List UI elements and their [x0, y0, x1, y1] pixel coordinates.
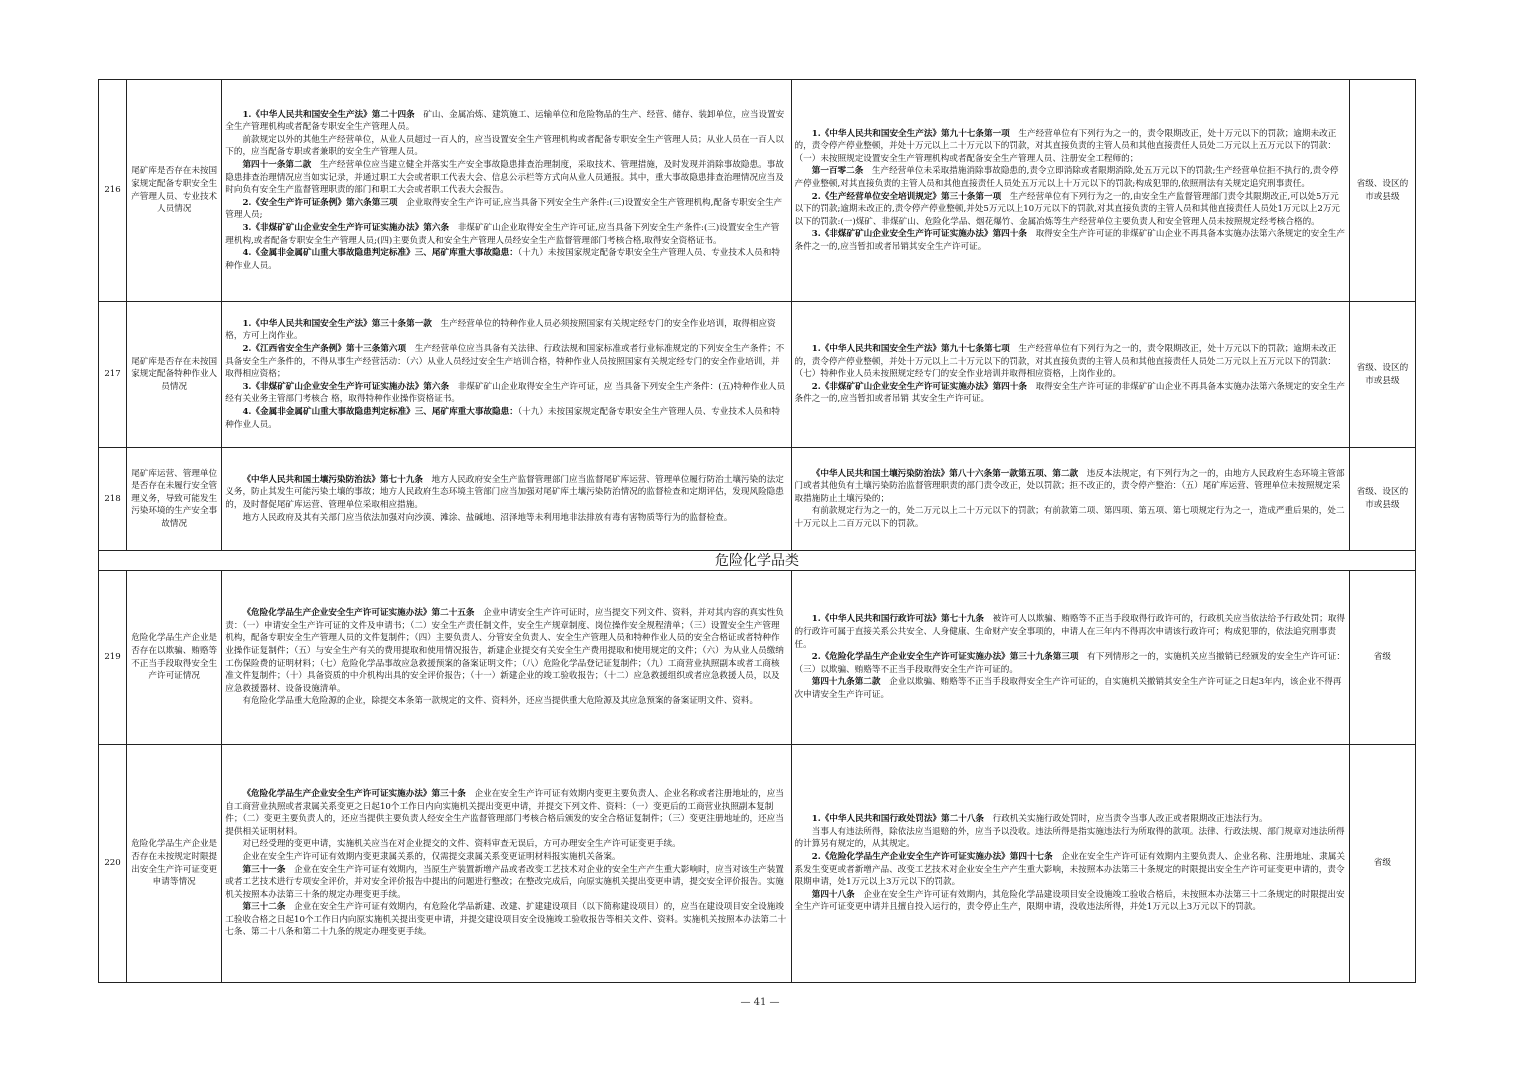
- legal-basis-cell: [222, 302, 791, 448]
- penalty-clause-text: 企业在安全生产许可证有效期内主要负责人、企业名称、注册地址、隶属关系发生变更或者新增产品、改变工艺技术对企业安全生产产生重大影响，未按照本办法第三十条规定的时限提出安全生产许可证变更申请的，责令限期申请，处1万元以上3万元以下的罚款。: [794, 851, 1345, 888]
- basis-clause-title: 2.《江西省安全生产条例》第十三条第六项: [242, 344, 407, 355]
- penalty-paragraph: [795, 343, 1346, 381]
- basis-clause-text: 生产经营单位应当建立健全并落实生产安全事故隐患排查治理制度，采取技术、管理措施，及时发现并消除事故隐患。事故隐患排查治理情况应当如实记录，并通过职工大会或者职工代表大会、信息公示栏等方式向从业人员通报。其中，重大事故隐患排查治理情况应当及时向负有安全生产监督管理职责的部门和职工大会或者职工代表大会报告。: [225, 160, 784, 196]
- basis-clause-title: 第三十二条: [242, 902, 286, 913]
- basis-paragraph: [225, 318, 787, 343]
- basis-clause-title: 1.《中华人民共和国安全生产法》第二十四条: [242, 109, 415, 120]
- basis-paragraph: [225, 222, 787, 247]
- basis-clause-text: 前款规定以外的其他生产经营单位，从业人员超过一百人的，应当设置安全生产管理机构或者配备专职安全生产管理人员；从业人员在一百人以下的，应当配备专职或者兼职的安全生产管理人员。: [225, 134, 784, 158]
- basis-clause-title: 3.《非煤矿矿山企业安全生产许可证实施办法》第六条: [242, 222, 450, 233]
- penalty-clause-text: 有前款规定行为之一的，处二万元以上二十万元以下的罚款；有前款第二项、第四项、第五项、第七项规定行为之一，造成严重后果的，处二十万元以上二百万元以下的罚款。: [794, 506, 1345, 529]
- enforcement-level: 省级、设区的市或县级: [1349, 448, 1415, 551]
- basis-paragraph: [225, 607, 787, 695]
- category-title: 危险化学品类: [99, 551, 1416, 571]
- basis-clause-title: 第三十一条: [242, 864, 286, 875]
- penalty-basis-cell: [791, 448, 1349, 551]
- penalty-clause-title: 2.《生产经营单位安全培训规定》第三十条第一项: [811, 191, 1002, 202]
- penalty-clause-title: 1.《中华人民共和国安全生产法》第九十七条第七项: [811, 344, 1010, 355]
- basis-clause-text: 企业在安全生产许可证有效期内变更隶属关系的，仅需提交隶属关系变更证明材料报实施机关备案。: [242, 851, 621, 862]
- penalty-clause-title: 2.《非煤矿矿山企业安全生产许可证实施办法》第四十条: [811, 381, 1027, 392]
- penalty-clause-title: 3.《非煤矿矿山企业安全生产许可证实施办法》第四十条: [811, 229, 1027, 240]
- basis-clause-title: 1.《中华人民共和国安全生产法》第三十条第一款: [242, 318, 432, 329]
- basis-paragraph: [225, 159, 787, 197]
- basis-clause-title: 第四十一条第二款: [242, 160, 312, 171]
- legal-basis-cell: [222, 745, 791, 983]
- table-row: [99, 302, 1416, 448]
- penalty-clause-text: 被许可人以欺骗、贿赂等不正当手段取得行政许可的，行政机关应当依法给予行政处罚；取得的行政许可属于直接关系公共安全、人身健康、生命财产安全事项的，申请人在三年内不得再次申请该行政许可；构成犯罪的，依法追究刑事责任。: [794, 614, 1345, 650]
- penalty-paragraph: [795, 128, 1346, 166]
- enforcement-level: 省级: [1349, 571, 1415, 745]
- table-row: [99, 80, 1416, 302]
- penalty-clause-text: 违反本法规定，有下列行为之一的，由地方人民政府生态环境主管部门或者其他负有土壤污染防治监督管理职责的部门责令改正，处以罚款；拒不改正的，责令停产整治：（五）尾矿库运营、管理单位未按照规定采取措施防止土壤污染的；: [794, 468, 1345, 504]
- legal-basis-cell: [222, 571, 791, 745]
- penalty-clause-title: 2.《危险化学品生产企业安全生产许可证实施办法》第三十九条第三项: [811, 652, 1079, 663]
- row-number: 216: [99, 80, 127, 302]
- check-item: 危险化学品生产企业是否存在未按规定时限提出安全生产许可证变更申请等情况: [127, 745, 222, 983]
- penalty-clause-text: 有下列情形之一的，实施机关应当撤销已经颁发的安全生产许可证：（三）以欺骗、贿赂等不正当手段取得安全生产许可证的。: [794, 652, 1345, 675]
- penalty-clause-text: 企业以欺骗、贿赂等不正当手段取得安全生产许可证的，自实施机关撤销其安全生产许可证之日起3年内，该企业不得再次申请安全生产许可证。: [794, 677, 1342, 700]
- check-item: 尾矿库是否存在未按国家规定配备专职安全生产管理人员、专业技术人员情况: [127, 80, 222, 302]
- table-row: [99, 571, 1416, 745]
- penalty-basis-cell: [791, 571, 1349, 745]
- basis-clause-text: 地方人民政府及其有关部门应当依法加强对向沙漠、滩涂、盐碱地、沼泽地等未利用地非法排放有毒有害物质等行为的监督检查。: [242, 512, 733, 523]
- basis-clause-text: 有危险化学品重大危险源的企业，除提交本条第一款规定的文件、资料外，还应当提供重大危险源及其应急预案的备案证明文件、资料。: [242, 696, 759, 707]
- penalty-paragraph: [795, 228, 1346, 253]
- basis-paragraph: [225, 109, 787, 134]
- penalty-clause-title: 第四十九条第二款: [811, 677, 881, 688]
- penalty-paragraph: [795, 851, 1346, 889]
- penalty-clause-text: 企业在安全生产许可证有效期内，其危险化学品建设项目安全设施竣工验收合格后，未按照本办法第三十二条规定的时限提出安全生产许可证变更申请并且擅自投入运行的，责令停止生产，限期申请，没收违法所得，并处1万元以上3万元以下的罚款。: [794, 889, 1345, 913]
- enforcement-level: 省级: [1349, 745, 1415, 983]
- basis-clause-text: （十九）未按国家规定配备专职安全生产管理人员、专业技术人员和特种作业人员。: [225, 248, 780, 271]
- basis-paragraph: [225, 197, 787, 222]
- basis-paragraph: [225, 788, 787, 838]
- basis-clause-title: 《中华人民共和国土壤污染防治法》第七十九条: [242, 474, 423, 485]
- basis-clause-text: 企业在安全生产许可证有效期内，当原生产装置新增产品或者改变工艺技术对企业的安全生产产生重大影响时，应当对该生产装置或者工艺技术进行专项安全评价，并对安全评价报告中提出的问题进行整改；在整改完成后，向原实施机关提出变更申请，提交安全评价报告。实施机关按照本办法第三十条的规定办理变更手续。: [225, 864, 784, 900]
- penalty-clause-text: 取得安全生产许可证的非煤矿矿山企业不再具备本实施办法第六条规定的安全生产条件之一的,应当暂扣或者吊销其安全生产许可证。: [794, 229, 1345, 252]
- basis-paragraph: [225, 343, 787, 381]
- penalty-basis-cell: [791, 745, 1349, 983]
- check-item: 尾矿库运营、管理单位是否存在未履行安全管理义务，导致可能发生污染环境的生产安全事故情况: [127, 448, 222, 551]
- row-number: 218: [99, 448, 127, 551]
- penalty-clause-text: 行政机关实施行政处罚时，应当责令当事人改正或者限期改正违法行为。: [984, 814, 1268, 825]
- penalty-paragraph: [795, 813, 1346, 826]
- basis-paragraph: [225, 851, 787, 864]
- penalty-paragraph: [795, 381, 1346, 406]
- basis-paragraph: [225, 247, 787, 272]
- basis-clause-text: 地方人民政府安全生产监督管理部门应当监督尾矿库运营、管理单位履行防治土壤污染的法定义务，防止其发生可能污染土壤的事故；地方人民政府生态环境主管部门应当加强对尾矿库土壤污染防治情况的监督检查和定期评估，发现风险隐患的，及时督促尾矿库运营、管理单位采取相应措施。: [225, 474, 784, 510]
- basis-clause-text: 矿山、金属冶炼、建筑施工、运输单位和危险物品的生产、经营、储存、装卸单位，应当设置安全生产管理机构或者配备专职安全生产管理人员。: [225, 109, 785, 133]
- table-row: [99, 448, 1416, 551]
- basis-clause-title: 3.《非煤矿矿山企业安全生产许可证实施办法》第六条: [242, 381, 450, 392]
- basis-clause-text: 企业申请安全生产许可证时，应当提交下列文件、资料，并对其内容的真实性负责：（一）申请安全生产许可证的文件及申请书；（二）安全生产责任制文件，安全生产规章制度、岗位操作安全规程清单；（三）设置安全生产管理机构，配备专职安全生产管理人员的文件复制件；（四）主要负责人、分管安全负责人、安全生产管理人员和特种作业人员的安全合格证或者特种作业操作证复制件；（五）与安全生产有关的费用提取和使用情况报告，新建企业提交有关安全生产费用提取和使用规定的文件；（六）为从业人员缴纳工伤保险费的证明材料；（七）危险化学品事故应急救援预案的备案证明文件；（八）危险化学品登记证复制件；（九）工商营业执照副本或者工商核准文件复制件；（十）具备资质的中介机构出具的安全评价报告；（十一）新建企业的竣工验收报告；（十二）应急救援组织或者应急救援人员，以及应急救援器材、设备设施清单。: [225, 608, 784, 694]
- basis-clause-text: 生产经营单位应当具备有关法律、行政法规和国家标准或者行业标准规定的下列安全生产条件；不具备安全生产条件的，不得从事生产经营活动：（六）从业人员经过安全生产培训合格，特种作业人员按照国家有关规定经专门的安全作业培训，并取得相应资格；: [225, 344, 785, 380]
- document-table: [98, 79, 1416, 983]
- penalty-clause-title: 第四十八条: [811, 889, 855, 900]
- row-number: 220: [99, 745, 127, 983]
- penalty-clause-text: 生产经营单位有下列行为之一的,由安全生产监督管理部门责令其限期改正,可以处5万元以下的罚款;逾期未改正的,责令停产停业整顿,并处5万元以上10万元以下的罚款,对其直接负责的主管人员和其他直接责任人员处1万元以上2万元以下的罚款:(一)煤矿、非煤矿山、危险化学品、烟花爆竹、金属冶炼等生产经营单位主要负责人和安全管理人员未按照规定经考核合格的。: [794, 191, 1341, 227]
- basis-clause-title: 4.《金属非金属矿山重大事故隐患判定标准》三、尾矿库重大事故隐患：: [242, 248, 518, 259]
- basis-paragraph: [225, 901, 787, 939]
- penalty-paragraph: [795, 889, 1346, 914]
- basis-paragraph: [225, 838, 787, 851]
- penalty-paragraph: [795, 165, 1346, 190]
- penalty-clause-title: 1.《中华人民共和国行政许可法》第七十九条: [811, 614, 984, 625]
- penalty-basis-cell: [791, 302, 1349, 448]
- row-number: 219: [99, 571, 127, 745]
- check-item: 危险化学品生产企业是否存在以欺骗、贿赂等不正当手段取得安全生产许可证情况: [127, 571, 222, 745]
- penalty-clause-text: 取得安全生产许可证的非煤矿矿山企业不再具备本实施办法第六条规定的安全生产条件之一的,应当暂扣或者吊销 其安全生产许可证。: [794, 381, 1345, 405]
- basis-clause-text: 企业在安全生产许可证有效期内，有危险化学品新建、改建、扩建建设项目（以下简称建设项目）的，应当在建设项目安全设施竣工验收合格之日起10个工作日内向原实施机关提出变更申请，并提交建设项目安全设施竣工验收报告等相关文件、资料。实施机关按照本办法第二十七条、第二十八条和第二十九条的规定办理变更手续。: [225, 902, 787, 938]
- penalty-clause-text: 生产经营单位有下列行为之一的，责令限期改正，处十万元以下的罚款；逾期未改正的，责令停产停业整顿，并处十万元以上二十万元以下的罚款，对其直接负责的主管人员和其他直接责任人员处二万元以上五万元以下的罚款：（七）特种作业人员未按照规定经专门的安全作业培训并取得相应资格，上岗作业的。: [794, 344, 1337, 380]
- basis-clause-text: 企业在安全生产许可证有效期内变更主要负责人、企业名称或者注册地址的，应当自工商营业执照或者隶属关系变更之日起10个工作日内向实施机关提出变更申请，并提交下列文件、资料：（一）变更后的工商营业执照副本复制件；（二）变更主要负责人的，还应当提供主要负责人经安全生产监督管理部门考核合格后颁发的安全合格证复制件；（三）变更注册地址的，还应当提供相关证明材料。: [225, 788, 784, 837]
- penalty-clause-text: 当事人有违法所得，除依法应当退赔的外，应当予以没收。违法所得是指实施违法行为所取得的款项。法律、行政法规、部门规章对违法所得的计算另有规定的，从其规定。: [794, 826, 1345, 850]
- legal-basis-cell: [222, 448, 791, 551]
- penalty-clause-title: 《中华人民共和国土壤污染防治法》第八十六条第一款第五项、第二款: [811, 468, 1079, 479]
- enforcement-level: 省级、设区的市或县级: [1349, 80, 1415, 302]
- penalty-basis-cell: [791, 80, 1349, 302]
- penalty-clause-title: 第一百零二条: [811, 166, 864, 177]
- basis-clause-title: 《危险化学品生产企业安全生产许可证实施办法》第三十条: [242, 788, 466, 799]
- basis-clause-text: 企业取得安全生产许可证,应当具备下列安全生产条件:(三)设置安全生产管理机构,配备专职安全生产管理人员;: [225, 197, 783, 221]
- basis-paragraph: [225, 134, 787, 159]
- enforcement-level: 省级、设区的市或县级: [1349, 302, 1415, 448]
- penalty-paragraph: [795, 826, 1346, 851]
- penalty-paragraph: [795, 651, 1346, 676]
- penalty-clause-text: 生产经营单位有下列行为之一的，责令限期改正，处十万元以下的罚款；逾期未改正的，责令停产停业整顿，并处十万元以上二十万元以下的罚款，对其直接负责的主管人员和其他直接责任人员处二万元以上五万元以下的罚款：（一）未按照规定设置安全生产管理机构或者配备安全生产管理人员、注册安全工程师的；: [794, 128, 1337, 164]
- penalty-clause-text: 生产经营单位未采取措施消除事故隐患的,责令立即消除或者限期消除,处五万元以下的罚款;生产经营单位拒不执行的,责令停产停业整顿,对其直接负责的主管人员和其他直接责任人员处五万元以上十万元以下的罚款;构成犯罪的,依照刑法有关规定追究刑事责任。: [794, 166, 1339, 189]
- penalty-clause-title: 1.《中华人民共和国安全生产法》第九十七条第一项: [811, 128, 1010, 139]
- penalty-paragraph: [795, 613, 1346, 651]
- basis-clause-text: 生产经营单位的特种作业人员必须按照国家有关规定经专门的安全作业培训，取得相应资格，方可上岗作业。: [225, 318, 776, 342]
- basis-paragraph: [225, 474, 787, 512]
- basis-paragraph: [225, 406, 787, 431]
- basis-clause-title: 4.《金属非金属矿山重大事故隐患判定标准》三、尾矿库重大事故隐患：: [242, 406, 518, 417]
- penalty-paragraph: [795, 191, 1346, 229]
- page-number: — 41 —: [740, 997, 780, 1008]
- basis-clause-text: （十九）未按国家规定配备专职安全生产管理人员、专业技术人员和特种作业人员。: [225, 406, 780, 430]
- basis-clause-text: 非煤矿矿山企业取得安全生产许可证,应当具备下列安全生产条件:(三)设置安全生产管理机构,或者配备专职安全生产管理人员;(四)主要负责人和安全生产管理人员经安全生产监督管理部门考核合格,取得安全资格证书。: [225, 222, 780, 246]
- basis-paragraph: [225, 512, 787, 525]
- legal-basis-cell: [222, 80, 791, 302]
- check-item: 尾矿库是否存在未按国家规定配备特种作业人员情况: [127, 302, 222, 448]
- table-row: [99, 745, 1416, 983]
- basis-paragraph: [225, 381, 787, 406]
- basis-clause-title: 2.《安全生产许可证条例》第六条第三项: [242, 197, 398, 208]
- basis-paragraph: [225, 695, 787, 708]
- penalty-paragraph: [795, 676, 1346, 701]
- penalty-clause-title: 1.《中华人民共和国行政处罚法》第二十八条: [811, 814, 984, 825]
- basis-clause-text: 非煤矿矿山企业取得安全生产许可证，应 当具备下列安全生产条件：(五)特种作业人员经有关业务主管部门考核合 格，取得特种作业操作资格证书。: [225, 381, 786, 405]
- basis-paragraph: [225, 864, 787, 902]
- penalty-paragraph: [795, 468, 1346, 506]
- basis-clause-title: 《危险化学品生产企业安全生产许可证实施办法》第二十五条: [242, 608, 475, 619]
- basis-clause-text: 对已经受理的变更申请，实施机关应当在对企业提交的文件、资料审查无误后，方可办理安全生产许可证变更手续。: [242, 839, 681, 850]
- row-number: 217: [99, 302, 127, 448]
- penalty-clause-title: 2.《危险化学品生产企业安全生产许可证实施办法》第四十七条: [811, 851, 1053, 862]
- category-row: [99, 551, 1416, 571]
- penalty-paragraph: [795, 505, 1346, 530]
